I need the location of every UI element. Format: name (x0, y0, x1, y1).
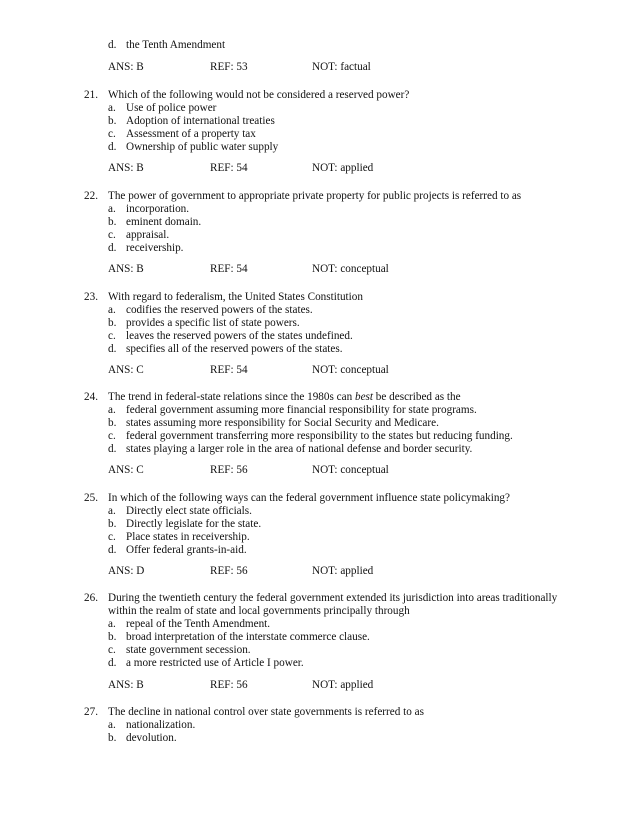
answer-key: ANS: B (108, 162, 144, 174)
option-letter: a. (108, 203, 116, 215)
option-text: states playing a larger role in the area of national defense and border security. (126, 443, 473, 455)
option-b (108, 317, 300, 330)
reference: REF: 54 (210, 263, 248, 275)
question-stem: In which of the following ways can the federal government influence state policymaking? (108, 492, 510, 504)
reference: REF: 53 (210, 61, 248, 73)
option-a (108, 404, 477, 417)
answer-line (108, 464, 508, 477)
option-a (108, 304, 313, 317)
option-text: leaves the reserved powers of the states undefined. (126, 330, 353, 342)
option-text: Adoption of international treaties (126, 115, 275, 127)
question-stem: Which of the following would not be considered a reserved power? (108, 89, 410, 101)
option-d (108, 657, 304, 670)
option-letter: a. (108, 505, 116, 517)
option-letter: a. (108, 719, 116, 731)
question-number: 22. (84, 190, 98, 202)
option-letter: a. (108, 304, 116, 316)
note: NOT: conceptual (312, 464, 389, 476)
option-letter: c. (108, 430, 116, 442)
option-letter: d. (108, 39, 117, 51)
question-stem-line-2: within the realm of state and local governments principally through (108, 605, 410, 617)
option-text: the Tenth Amendment (126, 39, 226, 51)
option-text: Ownership of public water supply (126, 141, 279, 153)
option-text: federal government assuming more financial responsibility for state programs. (126, 404, 477, 416)
question-number: 24. (84, 391, 98, 403)
answer-line (108, 364, 508, 377)
option-letter: d. (108, 657, 117, 669)
note: NOT: applied (312, 565, 374, 577)
answer-key: ANS: C (108, 464, 144, 476)
option-letter: c. (108, 229, 116, 241)
option-letter: c. (108, 644, 116, 656)
option-a (108, 719, 195, 732)
stem-after: be described as the (373, 391, 461, 403)
option-text: provides a specific list of state powers. (126, 317, 300, 329)
option-text: states assuming more responsibility for Social Security and Medicare. (126, 417, 439, 429)
option-letter: d. (108, 544, 117, 556)
option-b (108, 732, 177, 745)
option-c (108, 128, 256, 141)
option-b (108, 518, 261, 531)
option-d (108, 39, 225, 52)
option-a (108, 618, 270, 631)
option-c (108, 330, 353, 343)
option-text: Offer federal grants-in-aid. (126, 544, 247, 556)
option-b (108, 631, 370, 644)
option-d (108, 343, 343, 356)
reference: REF: 56 (210, 565, 248, 577)
reference: REF: 54 (210, 364, 248, 376)
note: NOT: factual (312, 61, 371, 73)
option-b (108, 216, 201, 229)
option-text: codifies the reserved powers of the states. (126, 304, 313, 316)
option-a (108, 505, 252, 518)
option-letter: b. (108, 216, 117, 228)
question-stem: The power of government to appropriate private property for public projects is referred to as (108, 190, 522, 202)
option-letter: a. (108, 102, 116, 114)
option-letter: c. (108, 330, 116, 342)
stem-before: The trend in federal-state relations since the 1980s can (108, 391, 355, 403)
option-text: incorporation. (126, 203, 190, 215)
note: NOT: applied (312, 162, 374, 174)
option-text: Place states in receivership. (126, 531, 250, 543)
option-letter: b. (108, 732, 117, 744)
note: NOT: conceptual (312, 263, 389, 275)
option-letter: a. (108, 618, 116, 630)
note: NOT: conceptual (312, 364, 389, 376)
option-b (108, 115, 275, 128)
question-number: 25. (84, 492, 98, 504)
option-text: a more restricted use of Article I power. (126, 657, 304, 669)
option-a (108, 203, 189, 216)
question-stem-line-1: During the twentieth century the federal government extended its jurisdiction into areas traditionally (108, 592, 558, 604)
answer-key: ANS: B (108, 263, 144, 275)
answer-key: ANS: C (108, 364, 144, 376)
answer-key: ANS: D (108, 565, 145, 577)
option-text: federal government transferring more responsibility to the states but reducing funding. (126, 430, 513, 442)
option-letter: b. (108, 317, 117, 329)
option-a (108, 102, 216, 115)
question-stem: With regard to federalism, the United States Constitution (108, 291, 363, 303)
option-text: specifies all of the reserved powers of the states. (126, 343, 343, 355)
option-d (108, 141, 278, 154)
answer-key: ANS: B (108, 679, 144, 691)
option-d (108, 443, 472, 456)
option-letter: b. (108, 631, 117, 643)
option-text: receivership. (126, 242, 184, 254)
option-c (108, 229, 169, 242)
option-text: Use of police power (126, 102, 217, 114)
question-stem (108, 391, 461, 404)
option-text: Directly elect state officials. (126, 505, 252, 517)
option-text: appraisal. (126, 229, 170, 241)
option-letter: c. (108, 128, 116, 140)
question-number: 23. (84, 291, 98, 303)
option-letter: b. (108, 115, 117, 127)
option-letter: c. (108, 531, 116, 543)
question-number: 27. (84, 706, 98, 718)
option-text: Assessment of a property tax (126, 128, 256, 140)
option-b (108, 417, 439, 430)
option-text: Directly legislate for the state. (126, 518, 262, 530)
answer-line (108, 61, 508, 74)
option-text: nationalization. (126, 719, 196, 731)
option-letter: d. (108, 242, 117, 254)
option-text: eminent domain. (126, 216, 202, 228)
question-number: 26. (84, 592, 98, 604)
answer-line (108, 263, 508, 276)
question-stem: The decline in national control over state governments is referred to as (108, 706, 424, 718)
option-c (108, 644, 251, 657)
option-c (108, 531, 250, 544)
answer-key: ANS: B (108, 61, 144, 73)
option-c (108, 430, 513, 443)
question-number: 21. (84, 89, 98, 101)
answer-line (108, 679, 508, 692)
option-letter: d. (108, 343, 117, 355)
option-letter: d. (108, 141, 117, 153)
option-letter: b. (108, 417, 117, 429)
answer-line (108, 565, 508, 578)
option-text: state government secession. (126, 644, 251, 656)
option-text: repeal of the Tenth Amendment. (126, 618, 271, 630)
option-letter: d. (108, 443, 117, 455)
option-letter: a. (108, 404, 116, 416)
reference: REF: 56 (210, 464, 248, 476)
option-d (108, 242, 183, 255)
option-text: broad interpretation of the interstate commerce clause. (126, 631, 370, 643)
option-d (108, 544, 247, 557)
note: NOT: applied (312, 679, 374, 691)
answer-line (108, 162, 508, 175)
stem-emphasis: best (354, 391, 373, 403)
reference: REF: 56 (210, 679, 248, 691)
option-letter: b. (108, 518, 117, 530)
reference: REF: 54 (210, 162, 248, 174)
option-text: devolution. (126, 732, 177, 744)
